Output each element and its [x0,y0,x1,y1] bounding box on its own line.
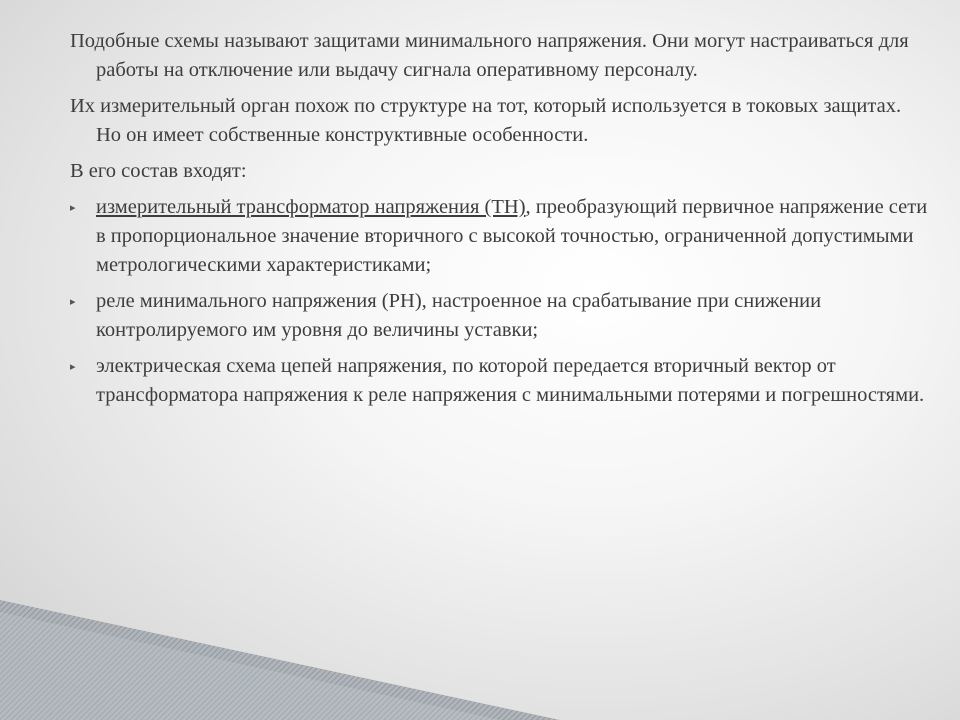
triangle-bullet-icon: ▸ [70,361,76,373]
triangle-bullet-icon: ▸ [70,296,76,308]
list-item-text: электрическая схема цепей напряжения, по которой передается вторичный вектор от трансформатора напряжения к реле напряжения с минимальными потерями и погрешностями. [96,355,925,406]
paragraph-3: В его состав входят: [70,160,247,182]
triangle-bullet-icon: ▸ [70,202,76,214]
underlined-term: измерительный трансформатор напряжения (ТН) [96,196,526,218]
list-item-text: реле минимального напряжения (РН), настроенное на срабатывание при снижении контролируемого им уровня до величины уставки; [96,290,822,341]
corner-decoration [0,600,960,720]
list-item-text: , преобразующий первичное напряжение сети в пропорциональное значение вторичного с высокой точностью, ограниченной допустимыми метрологическими характеристиками; [96,196,928,276]
list-item [70,352,930,410]
paragraph-2: Их измерительный орган похож по структуре на тот, который используется в токовых защитах. Но он имеет собственные конструктивные особенности. [70,95,902,146]
list-item [70,287,930,345]
slide-body [70,27,930,417]
component-list [70,193,930,410]
paragraph-1: Подобные схемы называют защитами минимального напряжения. Они могут настраиваться для работы на отключение или выдачу сигнала оперативному персоналу. [70,30,909,81]
list-item [70,193,930,280]
